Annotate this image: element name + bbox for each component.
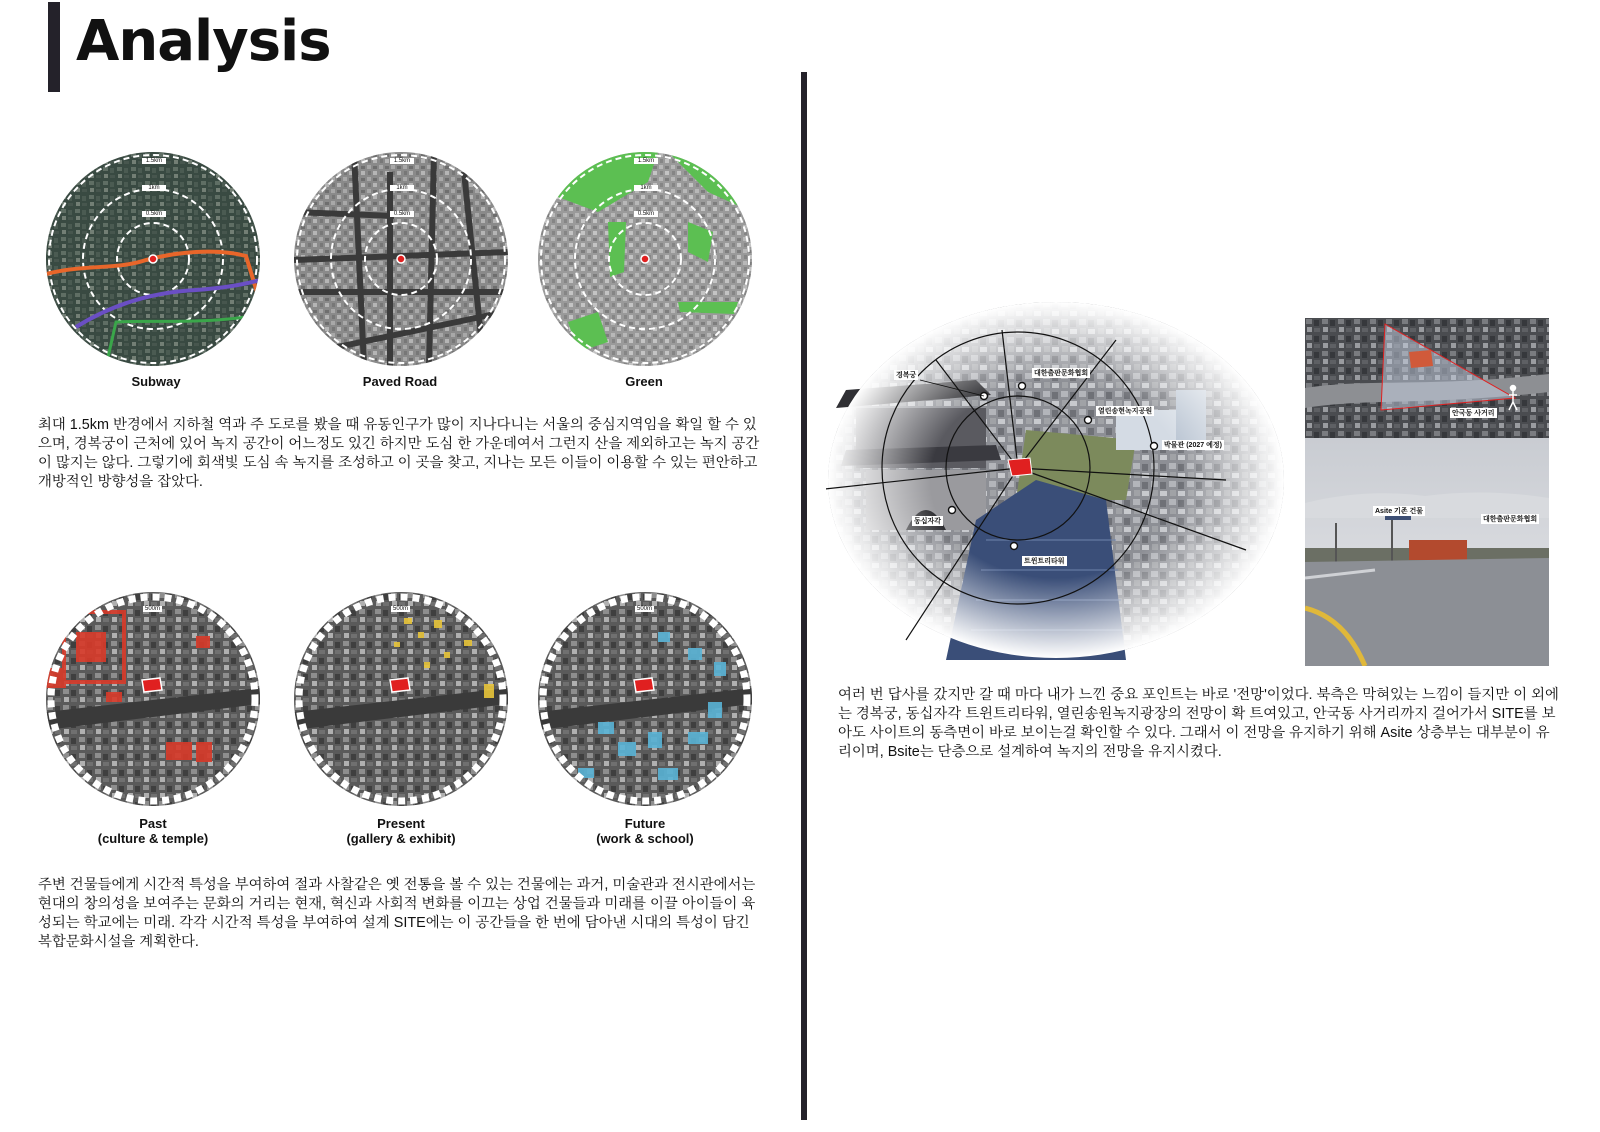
site-marker-icon [397,255,405,263]
photo-label-crossroad: 안국동 사거리 [1452,410,1495,417]
scale-label-present: 500m [393,606,409,612]
site-marker-icon [634,678,654,692]
label-dongsipjagak: 동십자각 [914,518,942,525]
future-map [538,592,752,806]
photo-label-publishers: 대한출판문화협회 [1483,516,1538,523]
label-museum: 박물관 (2027 예정) [1164,442,1222,449]
caption-paved-road: Paved Road [362,374,438,389]
scale-label-past: 500m [145,606,161,612]
viewpoint-dot-icon [1019,383,1026,390]
label-gyeongbokgung: 경복궁 [896,372,917,379]
photo-label-asite: Asite 기존 건물 [1375,508,1424,515]
caption-past: Past (culture & temple) [97,816,209,846]
caption-present: Present (gallery & exhibit) [346,816,456,846]
label-tower: 트윈트리타워 [1024,558,1065,565]
ring-labels-road: 1.5km 1km 0.5km [390,158,414,217]
site-marker-icon [390,678,410,692]
caption-subway: Subway [131,374,181,389]
caption-future: Future (work & school) [596,816,694,846]
analysis-paragraph-2: 주변 건물들에게 시간적 특성을 부여하여 절과 사찰같은 옛 전통을 볼 수 있는 건물에는 과거, 미술관과 전시관에서는 현대의 창의성을 보여주는 문화의 거리는 현재, 혁신과 사회적 변화를 이끄는 상업 건물들과 미래를 이끌 아이들이 육성되는 학교에는 미래. 각각 시간적 특성을 부여하여 설계 SITE에는 이 공간들을 한 번에 담아낸 시대의 특성이 담긴 복합문화시설을 계획한다. [38,877,756,950]
ring-labels-green: 1.5km 1km 0.5km [634,158,658,217]
view-analysis-diagram [826,300,1286,660]
aerial-photo [1305,318,1549,438]
view-paragraph: 여러 번 답사를 갔지만 갈 때 마다 내가 느낀 중요 포인트는 바로 '전망'이었다. 북측은 막혀있는 느낌이 들지만 이 외에는 경복궁, 동십자각 트윈트리타워, 열린송원녹지광장의 전망이 확 트여있고, 안국동 사거리까지 걸어가서 SITE를 보아도 사이트의 동측면이 바로 보이는걸 확인할 수 있다. 그래서 이 전망을 유지하기 위해 Asite 상층부는 대부분이 유리이며, Bsite는 단층으로 설계하여 녹지의 전망을 유지시켰다. [838,687,1559,760]
viewpoint-dot-icon [1011,543,1018,550]
site-marker-icon [641,255,649,263]
site-marker-icon [142,678,162,692]
viewpoint-dot-icon [1085,417,1092,424]
site-marker-icon [1008,458,1032,476]
scale-label-future: 500m [637,606,653,612]
viewpoint-dot-icon [1151,443,1158,450]
title-accent-bar [48,2,60,92]
ring-labels-subway: 1.5km 1km 0.5km [142,158,166,217]
site-photos [1305,318,1549,666]
street-photo [1305,438,1549,666]
label-publishers: 대한출판문화협회 [1034,370,1089,377]
past-map [46,592,260,806]
caption-green: Green [625,374,663,389]
page-title: Analysis [76,9,331,74]
vertical-divider [801,72,807,1120]
present-map [294,592,508,806]
label-park: 열린송현녹지공원 [1098,408,1153,415]
site-marker-icon [149,255,157,263]
viewpoint-dot-icon [949,507,956,514]
analysis-paragraph-1: 최대 1.5km 반경에서 지하철 역과 주 도로를 봤을 때 유동인구가 많이 지나다니는 서울의 중심지역임을 확일 할 수 있으며, 경복궁이 근처에 있어 녹지 공간이 어느정도 있긴 하지만 도심 한 가운데여서 그런지 산을 제외하고는 녹지 공간이 많지는 않다. 그렇기에 회색빛 도심 속 녹지를 조성하고 이 곳을 찾고, 지나는 모든 이들이 이용할 수 있는 편안하고 개방적인 방향성을 잡았다. [38,417,760,490]
